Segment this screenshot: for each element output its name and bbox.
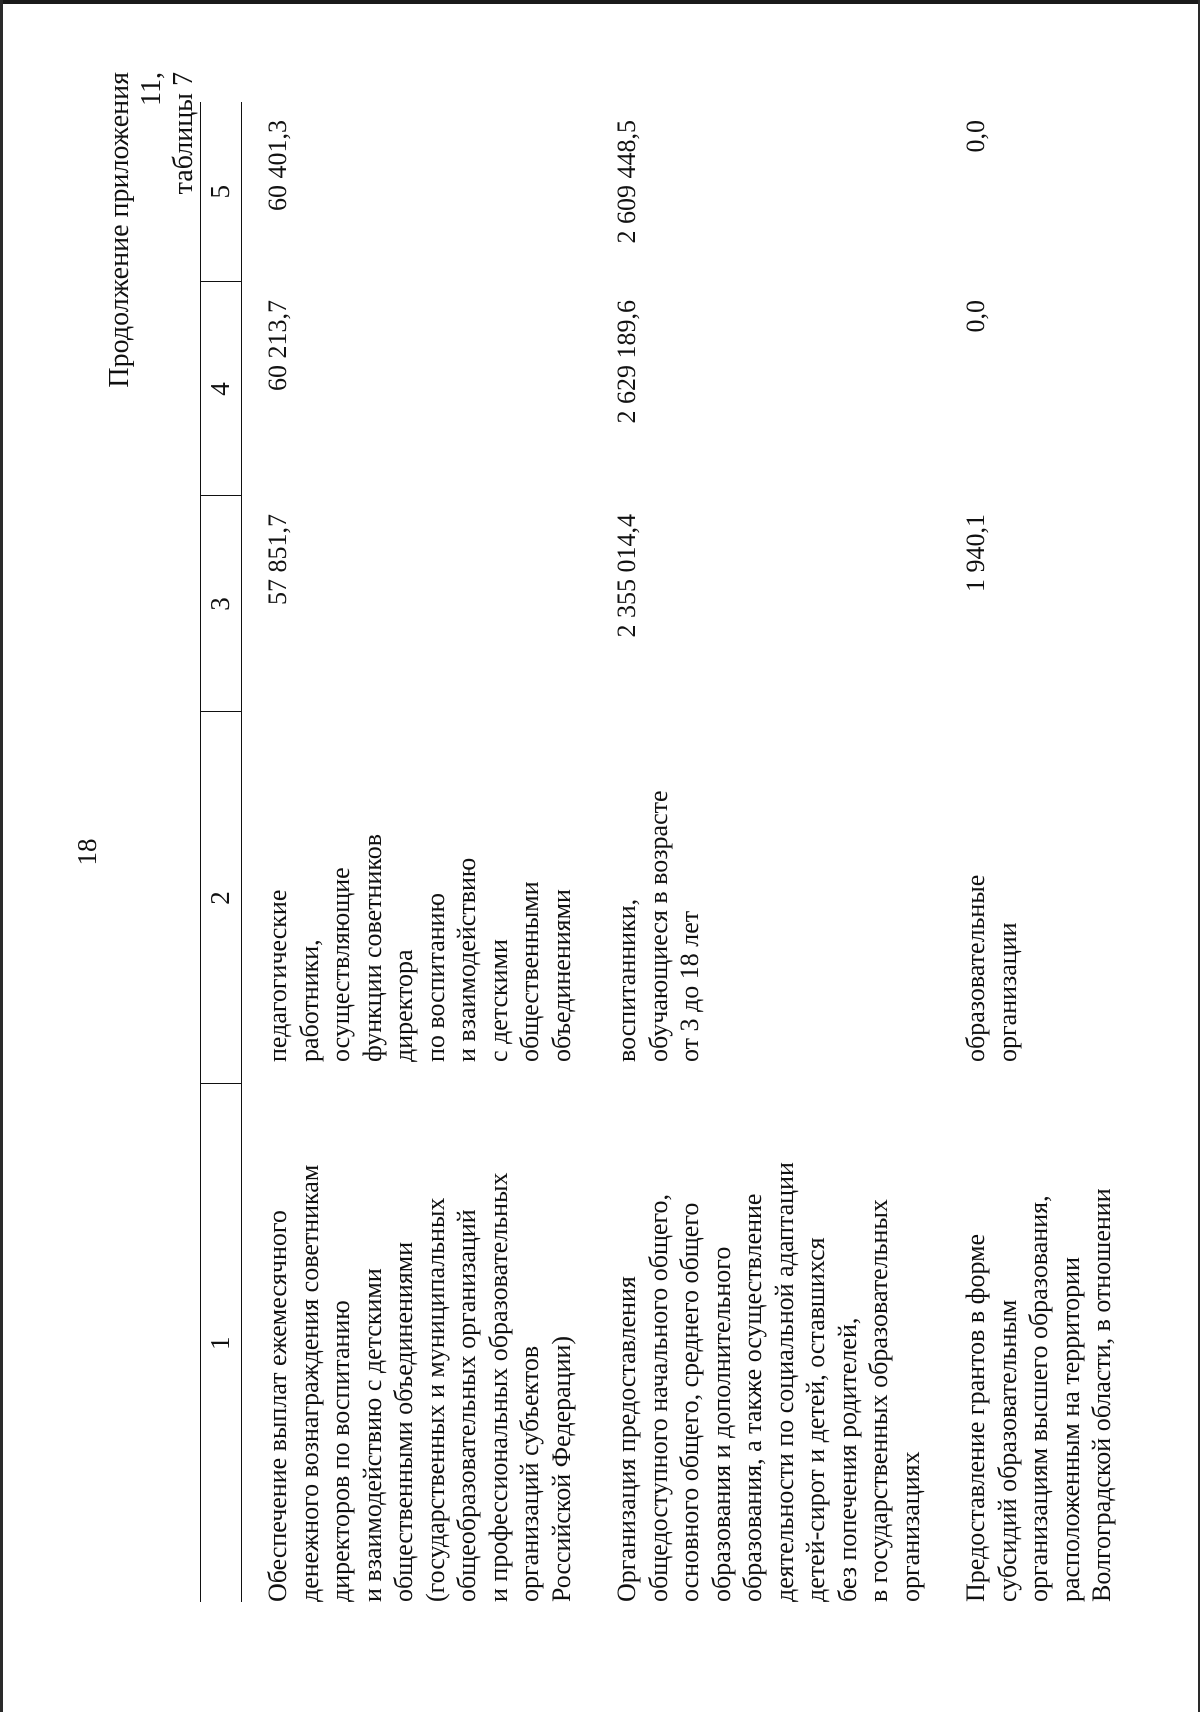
table-row [591,102,940,1602]
text-line: педагогические [263,889,292,1062]
text-line: от 3 до 18 лет [675,910,704,1062]
row2-recipients [591,712,940,1084]
text-line: функции советников [357,834,387,1062]
text-line: в государственных образовательных [864,1199,893,1602]
row2-col3-value: 2 355 014,4 [612,514,641,638]
text-line: директора [389,949,418,1062]
text-line: директоров по воспитанию [326,1300,355,1602]
table-row [940,102,1132,1602]
text-line: расположенным на территории [1055,1256,1085,1602]
text-line: объединениями [546,889,576,1062]
text-line: и профессиональных образовательных [483,1172,513,1602]
text-line: организации [992,922,1022,1062]
row1-recipients [242,712,592,1084]
text-line: денежного вознаграждения советникам [294,1164,324,1602]
text-line: образовательные [961,874,990,1062]
text-line: общественными объединениями [389,1241,418,1602]
table-row [242,102,592,1602]
text-line: общедоступного начального общего, [643,1193,673,1602]
header-col-3: 3 [201,496,242,712]
table-wrapper [200,102,1132,1602]
text-line: по воспитанию [420,893,450,1062]
row1-col3-value: 57 851,7 [263,514,292,605]
row3-col5-value: 0,0 [961,120,990,153]
text-line: организаций субъектов [515,1345,544,1602]
appendix-table [200,102,1132,1602]
text-line: общественными [515,881,544,1062]
header-col-4: 4 [201,282,242,496]
text-line: детей-сирот и детей, оставшихся [801,1237,830,1602]
header-col-5: 5 [201,102,242,282]
row2-description [591,1084,940,1602]
text-line: Российской Федерации) [546,1335,576,1602]
row3-col3-value: 1 940,1 [961,514,990,592]
continuation-note-line1: Продолжение приложения 11, [104,72,167,388]
text-line: образования и дополнительного [706,1246,736,1602]
row3-description [940,1084,1132,1602]
text-line: работники, [294,939,324,1062]
text-line: Предоставление грантов в форме [961,1233,990,1602]
header-col-1: 1 [201,1084,242,1602]
row3-col4-value: 0,0 [961,300,990,333]
text-line: организациях [895,1451,925,1602]
text-line: (государственных и муниципальных [420,1197,450,1602]
page-number: 18 [72,838,102,866]
text-line: Организация предоставления [612,1276,641,1602]
row3-recipients [940,712,1132,1084]
text-line: без попечения родителей, [832,1317,862,1602]
row1-col5-value: 60 401,3 [263,120,292,211]
table-header-row [201,102,242,1602]
header-col-2: 2 [201,712,242,1084]
text-line: обучающиеся в возрасте [643,790,673,1062]
row1-col4-value: 60 213,7 [263,300,292,391]
text-line: и взаимодействию с детскими [357,1268,387,1602]
row1-description [242,1084,592,1602]
text-line: субсидий образовательным [992,1299,1022,1602]
text-line: и взаимодействию [452,857,481,1062]
text-line: Обеспечение выплат ежемесячного [263,1210,292,1602]
row2-col5-value: 2 609 448,5 [612,120,641,244]
text-line: основного общего, среднего общего [675,1202,704,1602]
continuation-note-line2: таблицы 7 [168,72,199,195]
text-line: осуществляющие [326,867,355,1062]
text-line: воспитанники, [612,898,641,1062]
row2-col4-value: 2 629 189,6 [612,300,641,424]
continuation-note [104,72,200,412]
text-line: общеобразовательных организаций [452,1209,481,1602]
text-line: деятельности по социальной адаптации [769,1162,799,1602]
text-line: с детскими [483,939,513,1062]
text-line: Волгоградской области, в отношении [1087,1188,1116,1602]
text-line: образования, а также осуществление [738,1193,767,1602]
text-line: организациям высшего образования, [1024,1195,1053,1602]
